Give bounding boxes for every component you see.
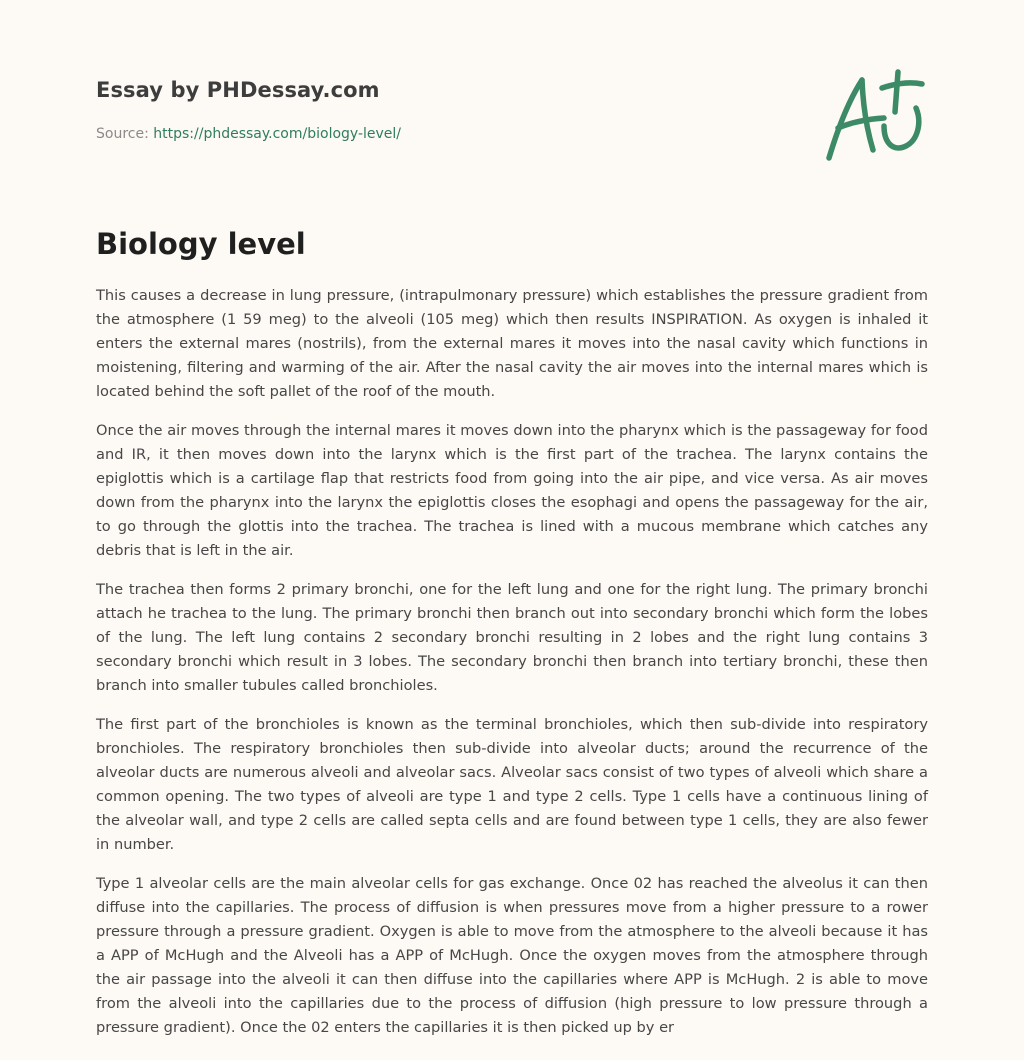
essay-header xyxy=(96,76,796,144)
site-brand: Essay by PHDessay.com xyxy=(96,78,380,102)
source-label: Source: xyxy=(96,126,149,142)
source-line xyxy=(96,124,796,144)
source-link[interactable]: https://phdessay.com/biology-level/ xyxy=(153,126,402,142)
essay-title: Biology level xyxy=(96,227,306,261)
essay-paragraph-4: The first part of the bronchioles is known as the terminal bronchioles, which then sub-divide into respiratory bronchioles. The respiratory bronchioles then sub-divide into alveolar ducts; around the recurrence of the alveolar ducts are numerous alveoli and alveolar sacs. Alveolar sacs consist of two types of alveoli which share a common opening. The two types of alveoli are type 1 and type 2 cells. Type 1 cells have a continuous lining of the alveolar wall, and type 2 cells are called septa cells and are found between type 1 cells, they are also fewer in number. xyxy=(96,716,928,853)
a-plus-grade-icon xyxy=(822,66,932,166)
essay-paragraph-1: This causes a decrease in lung pressure, (intrapulmonary pressure) which establishes the pressure gradient from the atmosphere (1 59 meg) to the alveoli (105 meg) which then results INSPIRATION. As oxygen is inhaled it enters the external mares (nostrils), from the external mares it moves into the nasal cavity which functions in moistening, filtering and warming of the air. After the nasal cavity the air moves into the internal mares which is located behind the soft pallet of the roof of the mouth. xyxy=(96,287,928,400)
essay-body xyxy=(96,284,928,1055)
essay-paragraph-3: The trachea then forms 2 primary bronchi, one for the left lung and one for the right lung. The primary bronchi attach he trachea to the lung. The primary bronchi then branch out into secondary bronchi which form the lobes of the lung. The left lung contains 2 secondary bronchi resulting in 2 lobes and the right lung contains 3 secondary bronchi which result in 3 lobes. The secondary bronchi then branch into tertiary bronchi, these then branch into smaller tubules called bronchioles. xyxy=(96,581,928,694)
essay-paragraph-2: Once the air moves through the internal mares it moves down into the pharynx which is the passageway for food and IR, it then moves down into the larynx which is the first part of the trachea. The larynx contains the epiglottis which is a cartilage flap that restricts food from going into the air pipe, and vice versa. As air moves down from the pharynx into the larynx the epiglottis closes the esophagi and opens the passageway for the air, to go through the glottis into the trachea. The trachea is lined with a mucous membrane which catches any debris that is left in the air. xyxy=(96,422,928,559)
essay-paragraph-5: Type 1 alveolar cells are the main alveolar cells for gas exchange. Once 02 has reached the alveolus it can then diffuse into the capillaries. The process of diffusion is when pressures move from a higher pressure to a rower pressure through a pressure gradient. Oxygen is able to move from the atmosphere to the alveoli because it has a APP of McHugh and the Alveoli has a APP of McHugh. Once the oxygen moves from the atmosphere through the air passage into the alveoli it can then diffuse into the capillaries where APP is McHugh. 2 is able to move from the alveoli into the capillaries due to the process of diffusion (high pressure to low pressure through a pressure gradient). Once the 02 enters the capillaries it is then picked up by er xyxy=(96,875,928,1036)
